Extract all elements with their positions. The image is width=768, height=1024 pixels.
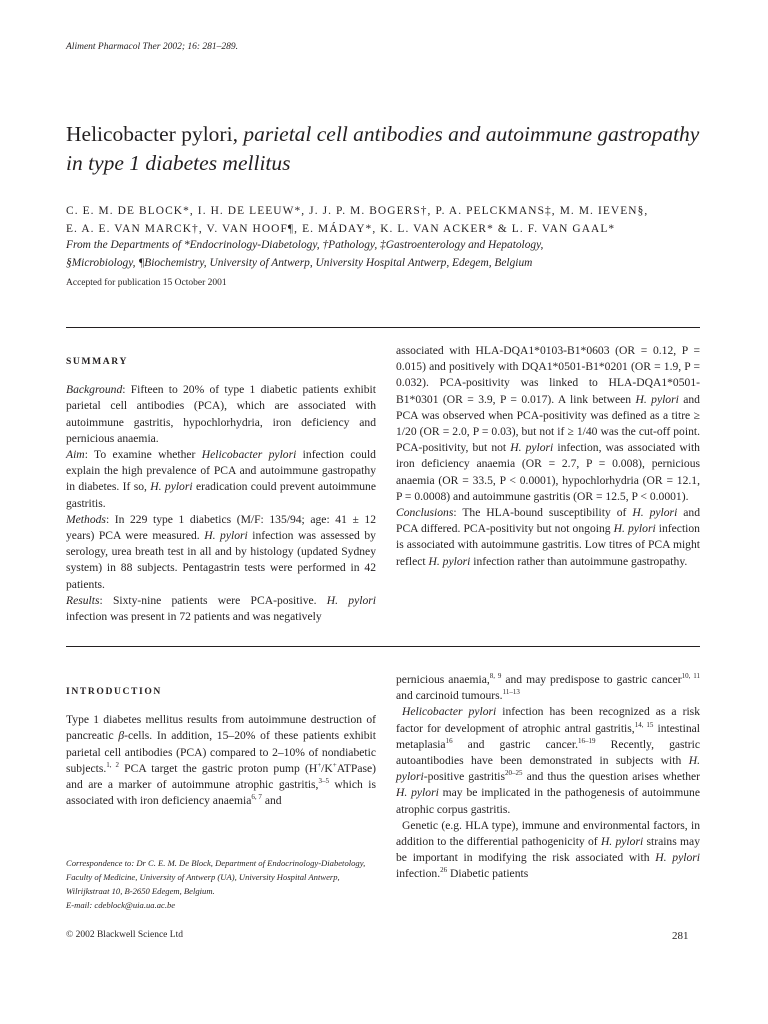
citation: 1, 2 [106,760,120,769]
results-text: and PCA was observed when PCA-positivity was defined as a titre ≥ 1/20 (OR = 2.0, P = 0.03), but not if ≥ 1/40 was the cut-off point. PCA-positivity, but not [396,392,700,455]
article-title [66,120,706,178]
intro-text: and thus the question arises whether [522,770,700,784]
intro-organism: Helicobacter pylori [402,705,497,719]
conclusions-label: Conclusions [396,506,454,520]
correspondence-note [66,856,376,912]
intro-organism: H. pylori [396,786,439,800]
introduction-continued [396,672,700,704]
intro-text: strains may be important in modifying the risk associated with [396,835,700,865]
summary-results-continued [396,343,700,505]
citation: 6, 7 [251,793,262,802]
conclusions-organism: H. pylori [613,522,656,536]
author-list [66,202,706,238]
accepted-date: Accepted for publication 15 October 2001 [66,278,227,288]
results-text: : Sixty-nine patients were PCA-positive. [99,593,327,607]
summary-bottom-rule [66,646,700,647]
introduction-left-column [66,684,376,809]
affiliations [66,236,706,272]
summary-aim [66,447,376,512]
intro-text: infection has been recognized as a risk factor for development of atrophic antral gastritis, [396,705,700,735]
intro-organism: H. pylori [600,835,644,849]
page-number: 281 [672,930,689,942]
intro-text: may be implicated in the pathogenesis of autoimmune atrophic corpus gastritis. [396,786,700,816]
intro-text: Genetic (e.g. HLA type), immune and environmental factors, in addition to the differential pathogenicity of [396,818,700,849]
intro-text: intestinal metaplasia [396,721,700,751]
aim-organism: H. pylori [150,480,193,494]
introduction-paragraph-1 [66,712,376,809]
intro-text: /K [321,761,333,775]
results-text: infection was present in 72 patients and was negatively [66,610,322,624]
intro-text: and gastric cancer. [452,737,579,751]
intro-text: and may predispose to gastric cancer [501,673,682,686]
summary-top-rule [66,327,700,328]
aim-text: infection could explain the high prevalence of PCA and autoimmune gastropathy in diabetes. If so, [66,448,376,494]
citation: 16–19 [578,736,596,745]
results-label: Results [66,593,100,607]
affiliation-line-1: From the Departments of *Endocrinology-Diabetology, †Pathology, ‡Gastroenterology and Hepatology, [66,239,544,251]
results-text: infection, was associated with iron deficiency anaemia (OR = 2.7, P = 0.008), pernicious anaemia (OR = 33.5, P < 0.0001), hypochlorhydria (OR = 12.1, P = 0.0008) and autoimmune gastritis (OR = 12.5, P < 0.0001). [396,441,700,503]
summary-results [66,593,376,625]
correspondence-address: Correspondence to: Dr C. E. M. De Block, Department of Endocrinology-Diabetology, Faculty of Medicine, University of Antwerp (UA), University Hospital Antwerp, Wilrijkstraat 10, B-2650 Edegem, Belgium. [66,858,366,896]
introduction-paragraph-3 [396,818,700,883]
citation: 16 [445,736,453,745]
intro-text: ATPase) and are a marker of autoimmune atrophic gastritis, [66,761,376,792]
citation: 11–13 [502,688,520,697]
summary-methods [66,512,376,593]
intro-text: Type 1 diabetes mellitus results from autoimmune destruction of pancreatic [66,713,376,743]
superscript: + [332,760,337,769]
intro-text: -positive gastritis [423,770,506,784]
introduction-heading: INTRODUCTION [66,686,162,697]
intro-text: Recently, gastric autoantibodies have been demonstrated in subjects with [396,737,700,768]
citation: 20–25 [505,769,523,778]
beta-symbol: β [118,729,125,743]
summary-left-column [66,354,376,625]
conclusions-organism: H. pylori [632,506,678,520]
correspondence-email: E-mail: cdeblock@uia.ua.ac.be [66,900,176,910]
intro-text: Diabetic patients [447,867,529,881]
results-organism: H. pylori [326,593,376,607]
intro-text: infection. [396,867,441,881]
results-organism: H. pylori [635,392,679,406]
copyright: © 2002 Blackwell Science Ltd [66,930,183,940]
author-line-1: C. E. M. DE BLOCK*, I. H. DE LEEUW*, J. J. P. M. BOGERS†, P. A. PELCKMANS‡, M. M. IEVEN§, [66,205,649,217]
methods-text: infection was assessed by serology, urea breath test in all and by histology (updated Sydney system) in 88 subjects. Pentagastrin tests were performed in 42 patients. [66,529,376,591]
results-text: associated with HLA-DQA1*0103-B1*0603 (OR = 0.12, P = 0.015) and positively with DQA1*0501-B1*0201 (OR = 1.9, P = 0.032). PCA-positivity was linked to HLA-DQA1*0501-B1*0301 (OR = 3.9, P = 0.017). A link between [396,344,700,406]
aim-text: eradication could prevent autoimmune gastritis. [66,480,376,510]
aim-text: : To examine whether [84,448,202,462]
introduction-paragraph-2 [396,704,700,817]
citation: 14, 15 [634,720,654,729]
methods-label: Methods [66,512,106,526]
intro-organism: H. pylori [396,754,700,784]
conclusions-text: : The HLA-bound susceptibility of [453,506,633,520]
intro-text: PCA target the gastric proton pump (H [119,761,318,775]
intro-text: and carcinoid tumours. [396,689,503,703]
summary-conclusions [396,505,700,570]
methods-organism: H. pylori [204,529,248,543]
results-organism: H. pylori [510,441,554,455]
summary-right-column [396,343,700,570]
conclusions-text: infection rather than autoimmune gastropathy. [470,554,688,568]
background-label: Background [66,383,123,397]
conclusions-text: and PCA differed. PCA-positivity but not ongoing [396,506,700,536]
aim-organism: Helicobacter pylori [201,448,297,462]
methods-text: : In 229 type 1 diabetics (M/F: 135/94; age: 41 ± 12 years) PCA were measured. [66,512,376,543]
citation: 26 [440,866,448,875]
summary-background [66,382,376,447]
affiliation-line-2: §Microbiology, ¶Biochemistry, University of Antwerp, University Hospital Antwerp, Edegem, Belgium [66,257,533,269]
citation: 8, 9 [489,672,502,681]
summary-heading: SUMMARY [66,356,129,367]
superscript: + [317,760,322,769]
intro-text: and [261,794,282,808]
intro-organism: H. pylori [655,851,700,865]
conclusions-text: infection is associated with autoimmune gastritis. Low titres of PCA might reflect [396,522,700,568]
citation: 10, 11 [681,672,700,681]
intro-text: -cells. In addition, 15–20% of these patients exhibit parietal cell antibodies (PCA) compared to 2–10% of nondiabetic subjects. [66,729,377,775]
author-line-2: E. A. E. VAN MARCK†, V. VAN HOOF¶, E. MÁDAY*, K. L. VAN ACKER* & L. F. VAN GAAL* [66,223,616,235]
journal-reference: Aliment Pharmacol Ther 2002; 16: 281–289. [66,42,239,52]
aim-label: Aim [66,448,85,462]
citation: 3–5 [318,777,329,786]
introduction-right-column [396,672,700,883]
intro-text: which is associated with iron deficiency anaemia [66,778,376,808]
title-rest: , parietal cell antibodies and autoimmune gastropathy in type 1 diabetes mellitus [66,122,700,175]
intro-text: pernicious anaemia, [396,673,490,686]
background-text: : Fifteen to 20% of type 1 diabetic patients exhibit parietal cell antibodies (PCA), which are associated with autoimmune gastritis, hypochlorhydria, iron deficiency and pernicious anaemia. [66,383,376,445]
title-organism: Helicobacter pylori [66,122,233,146]
conclusions-organism: H. pylori [428,554,471,568]
